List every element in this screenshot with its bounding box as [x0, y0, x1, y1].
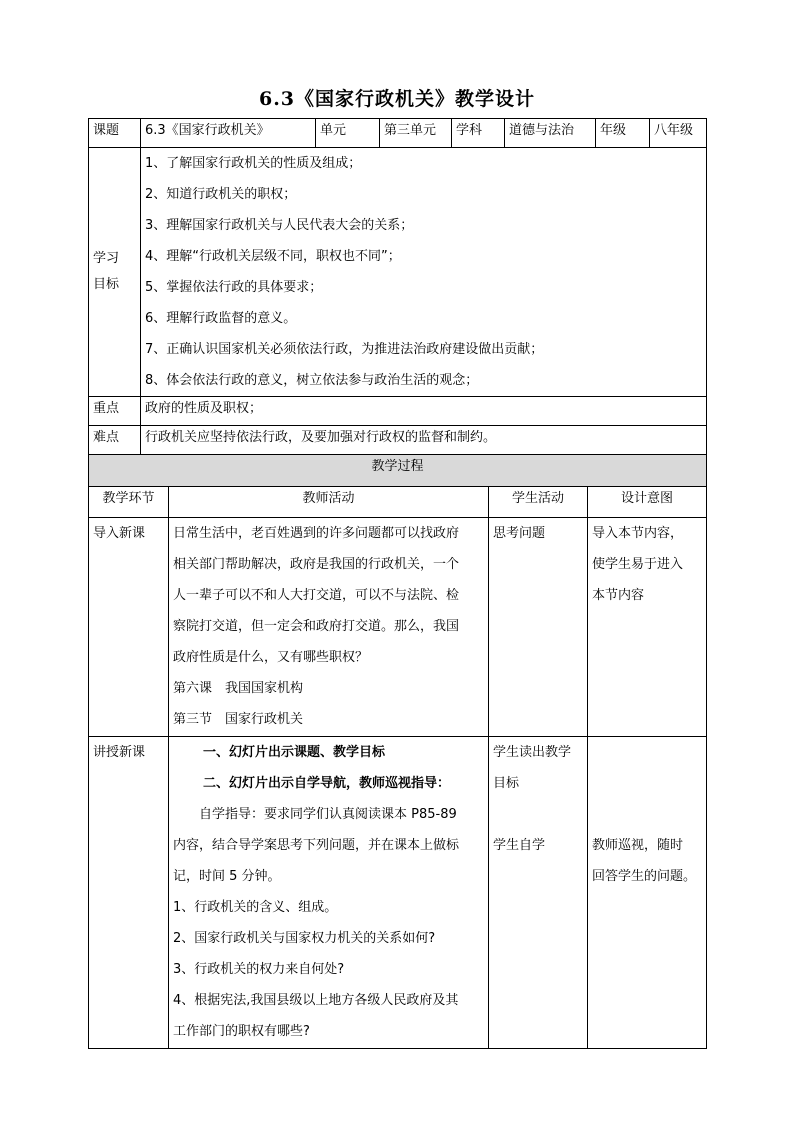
lecture-row	[89, 737, 707, 1049]
intro-row	[89, 518, 707, 737]
process-table	[88, 454, 707, 1049]
question-line: 4、根据宪法,我国县级以上地方各级人民政府及其	[173, 993, 459, 1008]
question-line: 3、行政机关的权力来自何处?	[173, 962, 345, 977]
header-row	[89, 119, 707, 148]
lecture-stage	[89, 737, 169, 1049]
objectives-row	[89, 148, 707, 397]
focus-label: 重点	[89, 397, 141, 426]
teacher-line: 第六课 我国国家机构	[173, 681, 304, 696]
column-header: 学生活动	[489, 487, 588, 518]
intro-student-activity	[489, 518, 588, 737]
intent-line: 导入本节内容，	[592, 526, 684, 541]
guide-line: 内容，结合导学案思考下列问题，并在课本上做标	[173, 838, 460, 853]
guide-line: 记，时间 5 分钟。	[173, 869, 281, 884]
objectives-label-line1: 学习	[93, 251, 120, 266]
intent-line: 本节内容	[592, 588, 645, 603]
unit-value: 第三单元	[380, 119, 452, 148]
grade-value: 八年级	[650, 119, 707, 148]
question-line: 2、国家行政机关与国家权力机关的关系如何?	[173, 931, 436, 946]
question-line: 1、行政机关的含义、组成。	[173, 900, 338, 915]
column-header: 教学环节	[89, 487, 169, 518]
topic-label: 课题	[89, 119, 141, 148]
teacher-line: 人一辈子可以不和人大打交道，可以不与法院、检	[173, 588, 460, 603]
teacher-line: 政府性质是什么，又有哪些职权？	[173, 650, 369, 665]
objective-item: 8、体会依法行政的意义，树立依法参与政治生活的观念；	[145, 373, 479, 388]
objective-item: 1、了解国家行政机关的性质及组成；	[145, 156, 362, 171]
intent-line: 回答学生的问题。	[592, 869, 697, 884]
process-section-bar	[89, 455, 707, 487]
intro-teacher-activity	[169, 518, 489, 737]
lecture-step-1: 一、幻灯片出示课题、教学目标	[203, 745, 386, 760]
column-header: 设计意图	[588, 487, 707, 518]
intent-line: 使学生易于进入	[592, 557, 684, 572]
document-title: 6.3《国家行政机关》教学设计	[258, 88, 536, 110]
objective-item: 4、理解“行政机关层级不同，职权也不同”；	[145, 249, 401, 264]
objective-item: 6、理解行政监督的意义。	[145, 311, 297, 326]
objectives-label-line2: 目标	[93, 277, 120, 292]
process-header-row	[89, 487, 707, 518]
guide-line: 自学指导：要求同学们认真阅读课本 P85-89	[199, 807, 457, 822]
focus-text: 政府的性质及职权；	[141, 397, 707, 426]
question-line: 工作部门的职权有哪些?	[173, 1024, 310, 1039]
difficulty-row	[89, 426, 707, 455]
objective-item: 7、正确认识国家机关必须依法行政，为推进法治政府建设做出贡献；	[145, 342, 544, 357]
teacher-line: 相关部门帮助解决，政府是我国的行政机关，一个	[173, 557, 460, 572]
stage-label: 导入新课	[93, 526, 146, 541]
lecture-teacher-activity	[169, 737, 489, 1049]
subject-label: 学科	[452, 119, 505, 148]
difficulty-label: 难点	[89, 426, 141, 455]
process-section-title: 教学过程	[89, 455, 707, 487]
intro-stage	[89, 518, 169, 737]
objective-item: 2、知道行政机关的职权；	[145, 187, 297, 202]
difficulty-text: 行政机关应坚持依法行政，及要加强对行政权的监督和制约。	[141, 426, 707, 455]
objectives-label	[89, 148, 141, 397]
grade-label: 年级	[596, 119, 650, 148]
intro-design-intent	[588, 518, 707, 737]
column-header: 教师活动	[169, 487, 489, 518]
teacher-line: 第三节 国家行政机关	[173, 712, 304, 727]
objective-item: 5、掌握依法行政的具体要求；	[145, 280, 323, 295]
unit-label: 单元	[316, 119, 380, 148]
objective-item: 3、理解国家行政机关与人民代表大会的关系；	[145, 218, 414, 233]
lecture-student-activity	[489, 737, 588, 1049]
objectives-list	[141, 148, 707, 397]
subject-value: 道德与法治	[505, 119, 596, 148]
focus-row	[89, 397, 707, 426]
student-line: 目标	[493, 776, 520, 791]
info-table	[88, 118, 707, 455]
stage-label: 讲授新课	[93, 745, 146, 760]
lesson-plan-sheet	[88, 118, 706, 1049]
student-line: 思考问题	[493, 526, 546, 541]
lecture-design-intent	[588, 737, 707, 1049]
teacher-line: 日常生活中，老百姓遇到的许多问题都可以找政府	[173, 526, 460, 541]
student-line: 学生自学	[493, 838, 546, 853]
topic-value: 6.3《国家行政机关》	[141, 119, 316, 148]
intent-line: 教师巡视，随时	[592, 838, 684, 853]
teacher-line: 察院打交道，但一定会和政府打交道。那么，我国	[173, 619, 460, 634]
lecture-step-2: 二、幻灯片出示自学导航，教师巡视指导：	[203, 776, 451, 791]
student-line: 学生读出教学	[493, 745, 572, 760]
